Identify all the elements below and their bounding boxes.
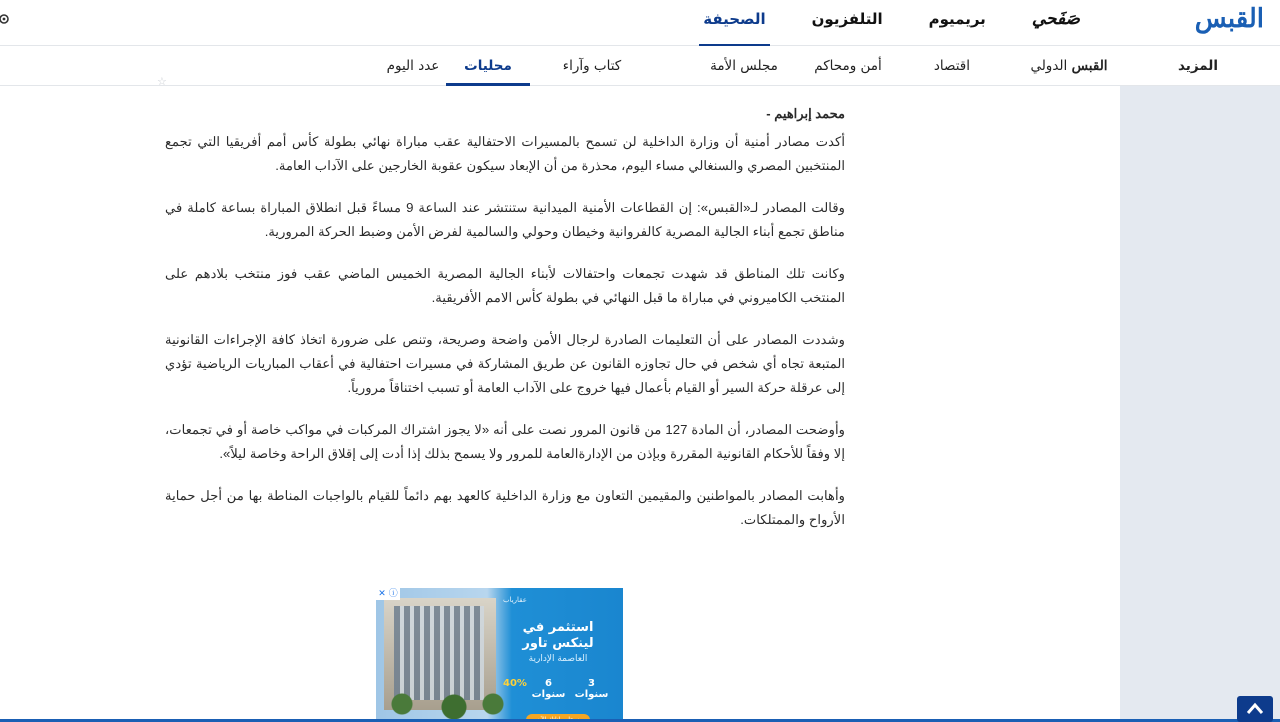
section-parliament[interactable]: مجلس الأمة <box>710 58 778 74</box>
nav-tv[interactable]: التلفزيون <box>811 10 883 28</box>
section-international[interactable] <box>1024 46 1114 86</box>
section-nav <box>0 46 1280 86</box>
top-header <box>0 0 1280 46</box>
article-paragraph: وكانت تلك المناطق قد شهدت تجمعات واحتفالات لأبناء الجالية المصرية الخميس الماضي عقب فوز منتخب بلادهم على المنتخب الكاميروني في مباراة ما قبل النهائي في بطولة كأس الامم الأفريقية. <box>165 266 845 305</box>
primary-nav <box>703 0 1080 46</box>
ad-subheadline: العاصمة الإدارية <box>528 654 588 664</box>
article-paragraph: وشددت المصادر على أن التعليمات الصادرة لرجال الأمن واضحة وصريحة، وتنص على ضرورة اتخاذ كافة الإجراءات القانونية المتبعة تجاه أي شخص في حال تجاوزه القانون عن طريق المشاركة في مسيرات احتفالية في أعقاب المباريات الرياضية تؤدي إلى عرقلة حركة السير أو القيام بأعمال فيها خروج على الآداب العامة أو تسبب اختناقاً مرورياً. <box>165 332 845 395</box>
article-paragraph: وقالت المصادر لـ«القبس»: إن القطاعات الأمنية الميدانية ستنتشر عند الساعة 9 مساءً قبل انطلاق المباراة بساعة كاملة في مناطق تجمع أبناء الجالية المصرية كالفروانية وخيطان وحولي والسالمية لفرض الأمن وضبط الحركة المرورية. <box>165 200 845 239</box>
article-paragraph: وأهابت المصادر بالمواطنين والمقيمين التعاون مع وزارة الداخلية كالعهد بهم دائماً للقيام بالواجبات المناطة بها من أجل حماية الأرواح والممتلكات. <box>165 488 845 527</box>
article-paragraph: وأوضحت المصادر، أن المادة 127 من قانون المرور نصت على أنه «لا يجوز اشتراك المركبات في مواكب خاصة أو في تجمعات، إلا وفقاً للأحكام القانونية المقررة وبإذن من الإدارةالعامة للمرور ولا يسمح بذلك إذا أدت إلى إقلاق الراحة وخاصة ليلاً». <box>165 422 845 461</box>
section-local[interactable]: محليات <box>458 46 518 86</box>
article-body <box>165 102 845 550</box>
section-international-brand: القبس <box>1071 58 1108 74</box>
article-author: محمد إبراهيم - <box>766 106 845 121</box>
scroll-to-top-button[interactable] <box>1237 696 1273 722</box>
section-nav-items <box>368 46 1280 86</box>
section-today-issue[interactable]: عدد اليوم <box>386 58 440 74</box>
ad-copy <box>503 596 613 722</box>
section-more-label: المزيد <box>1177 58 1218 74</box>
ad-stat: 40% <box>503 678 527 689</box>
advertisement-banner[interactable] <box>376 588 623 722</box>
right-sidebar <box>1120 86 1280 722</box>
section-economy[interactable]: اقتصاد <box>933 58 970 74</box>
section-international-label: الدولي <box>1030 58 1068 74</box>
article-paragraph: أكدت مصادر أمنية أن وزارة الداخلية لن تسمح بالمسيرات الاحتفالية عقب مباراة نهائي بطولة كأس أمم أفريقيا التي تجمع المنتخبين المصري والسنغالي مساء اليوم، محذرة من أن الإبعاد سيكون عقوبة الخارجين على الآداب العامة. <box>165 134 845 173</box>
nav-safahi[interactable]: صَفَحي <box>1031 9 1080 29</box>
section-security[interactable]: أمن ومحاكم <box>814 58 882 74</box>
ad-close-icon[interactable]: ✕ ⓘ <box>376 588 400 600</box>
ad-headline: استثمر في لينكس تاور <box>522 620 594 651</box>
ad-brand: عقارياب <box>503 596 527 604</box>
nav-newspaper[interactable]: الصحيفة <box>703 0 765 46</box>
nav-premium[interactable]: بريميوم <box>928 10 986 28</box>
user-icon[interactable] <box>0 12 12 26</box>
chevron-up-icon <box>1246 701 1264 717</box>
ad-stats <box>503 678 613 700</box>
ad-stat: 3 سنوات <box>574 678 609 700</box>
bookmark-star-icon[interactable]: ☆ <box>157 75 167 88</box>
section-opinion[interactable]: كتاب وآراء <box>562 58 622 74</box>
ad-stat: 6 سنوات <box>531 678 566 700</box>
section-more[interactable] <box>1168 46 1228 86</box>
site-logo[interactable]: القبس <box>1194 4 1264 34</box>
ad-trees-image <box>376 692 506 722</box>
